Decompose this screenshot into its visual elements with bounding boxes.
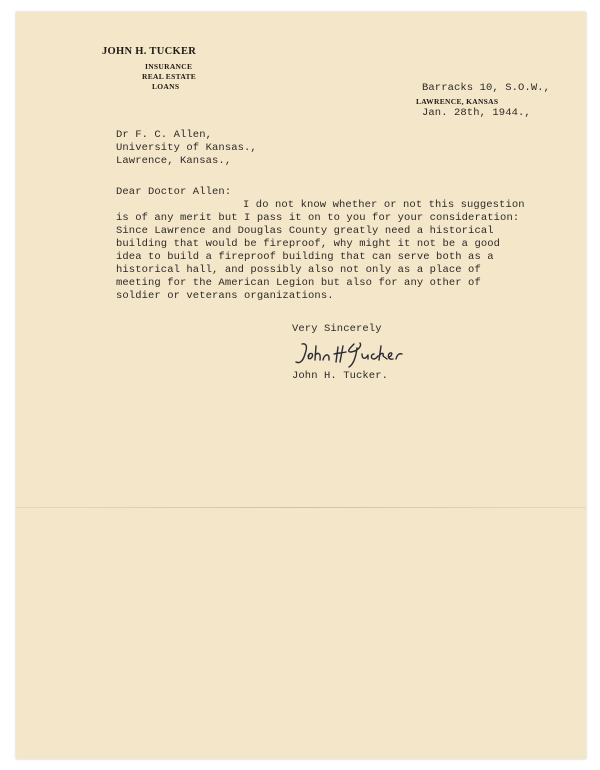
body-line: I do not know whether or not this suggestion — [243, 199, 525, 211]
letter-date: Jan. 28th, 1944., — [422, 107, 531, 119]
paper-fold-line — [16, 507, 586, 508]
body-line: historical hall, and possibly also not only as a place of — [116, 264, 481, 276]
body-line: idea to build a fireproof building that can serve both as a — [116, 251, 494, 263]
body-line: soldier or veterans organizations. — [116, 290, 334, 302]
letterhead-line-insurance: INSURANCE — [145, 62, 193, 71]
sender-address: Barracks 10, S.O.W., — [422, 82, 551, 94]
closing: Very Sincerely — [292, 323, 382, 335]
body-line: Since Lawrence and Douglas County greatly need a historical — [116, 225, 494, 237]
typed-name: John H. Tucker. — [292, 370, 389, 382]
letter-page — [16, 12, 586, 759]
letterhead-name: JOHN H. TUCKER — [102, 46, 197, 57]
body-line: building that would be fireproof, why might it not be a good — [116, 238, 501, 250]
letterhead-line-loans: LOANS — [152, 82, 180, 91]
body-line: is of any merit but I pass it on to you for your consideration: — [116, 212, 520, 224]
letterhead-line-real-estate: REAL ESTATE — [142, 72, 197, 81]
recipient-line: University of Kansas., — [116, 142, 257, 154]
handwritten-signature — [288, 338, 418, 374]
recipient-line: Lawrence, Kansas., — [116, 155, 232, 167]
letterhead-city: LAWRENCE, KANSAS — [416, 97, 499, 106]
body-line: meeting for the American Legion but also for any other of — [116, 277, 481, 289]
recipient-line: Dr F. C. Allen, — [116, 129, 213, 141]
salutation: Dear Doctor Allen: — [116, 186, 232, 198]
